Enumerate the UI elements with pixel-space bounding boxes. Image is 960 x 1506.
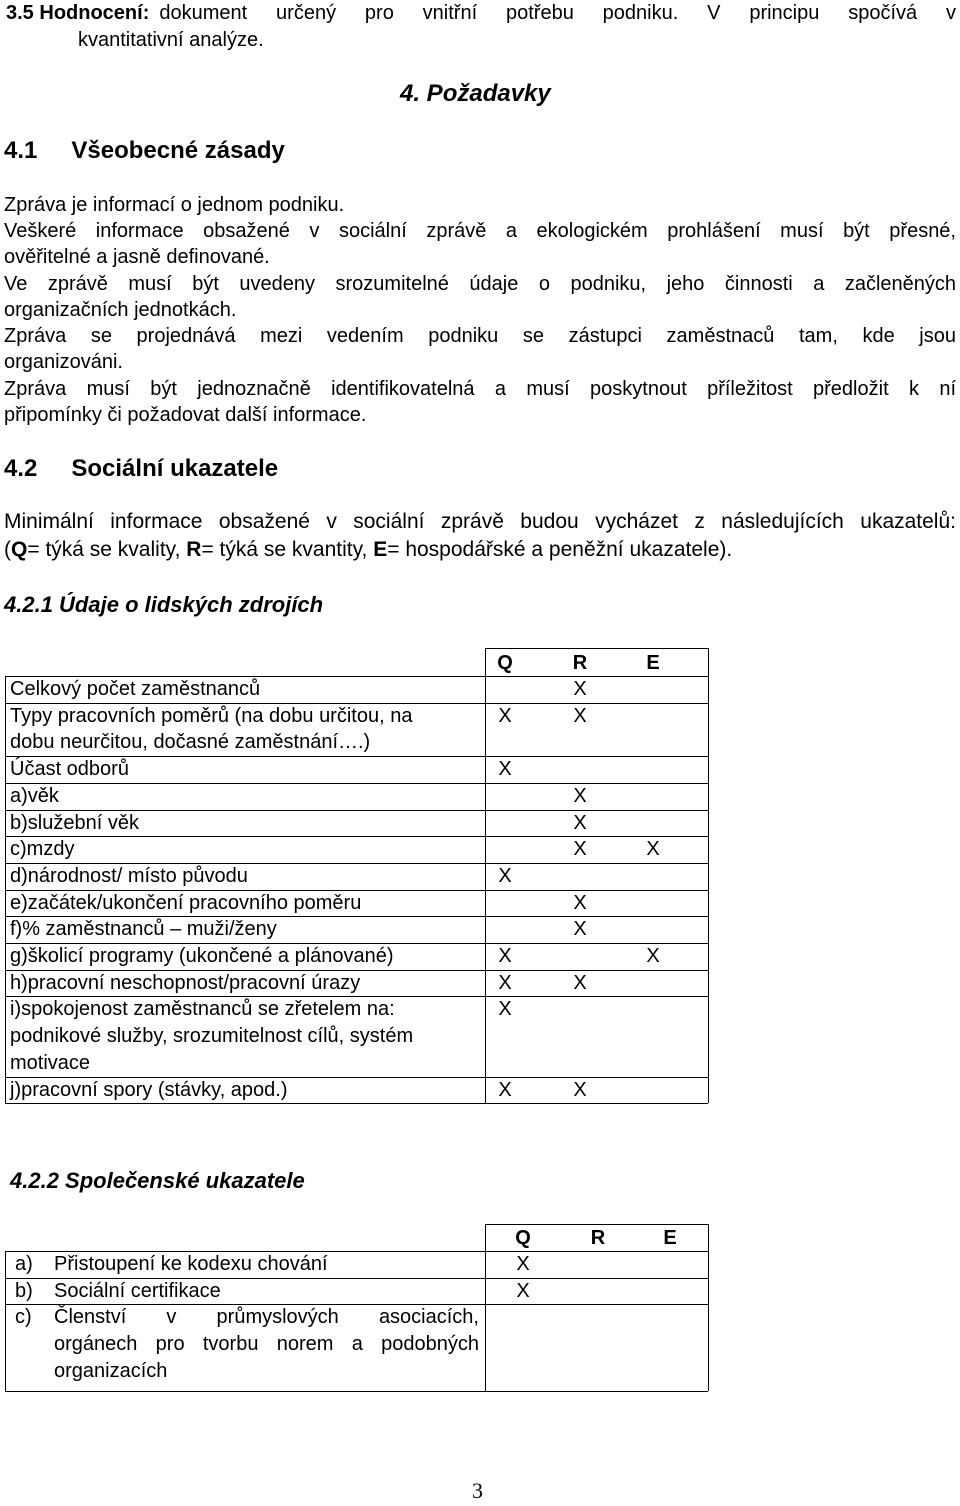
table-border (5, 836, 708, 837)
mark-r: X (573, 971, 587, 994)
table-border (708, 648, 709, 1103)
section-4-heading: 4. Požadavky (400, 80, 551, 107)
paragraph-line: Veškeré informace obsažené v sociální zprávě a ekologickém prohlášení musí být přesné, (4, 220, 956, 242)
row-letter: c) (15, 1306, 32, 1329)
paragraph-line: Ve zprávě musí být uvedeny srozumitelné údaje o podniku, jeho činnosti a začleněných (4, 273, 956, 295)
paragraph-line: ověřitelné a jasně definované. (4, 246, 270, 268)
row-label: Typy pracovních poměrů (na dobu určitou, na (10, 704, 413, 727)
table-border (5, 1103, 708, 1104)
row-label: motivace (10, 1051, 91, 1074)
mark-q: X (498, 998, 512, 1021)
row-label: Přistoupení ke kodexu chování (54, 1253, 328, 1275)
table-border (5, 890, 708, 891)
section-4-2-2-heading: 4.2.2 Společenské ukazatele (10, 1168, 305, 1193)
table-border (485, 1224, 708, 1225)
section-4-2-title: Sociální ukazatele (71, 455, 279, 482)
mark-r: X (573, 891, 587, 914)
section-4-1-title: Všeobecné zásady (71, 137, 285, 164)
table-border (485, 648, 708, 649)
table-border (5, 783, 708, 784)
column-header-q: Q (497, 652, 513, 674)
table-border (5, 676, 708, 677)
mark-q: X (498, 864, 512, 887)
row-label: h)pracovní neschopnost/pracovní úrazy (10, 971, 361, 994)
column-header-q: Q (515, 1227, 531, 1249)
column-header-r: R (590, 1227, 606, 1249)
mark-e: X (646, 945, 660, 967)
section-3-5-line2: kvantitativní analýze. (78, 29, 264, 51)
indicators-intro-line2: (Q= týká se kvality, R= týká se kvantity, E= hospodářské a peněžní ukazatele). (4, 538, 733, 561)
row-label: Celkový počet zaměstnanců (10, 678, 261, 700)
section-3-5-line1 (6, 0, 956, 26)
row-label: dobu neurčitou, dočasné zaměstnání….) (10, 731, 371, 754)
table-border (5, 1077, 708, 1078)
table-border (5, 1251, 708, 1252)
table-border (5, 970, 708, 971)
mark-q: X (498, 1078, 512, 1101)
indicators-intro-line1: Minimální informace obsažené v sociální zprávě budou vycházet z následujících ukazatelů: (4, 510, 956, 533)
mark-r: X (573, 704, 587, 727)
legend-e: E (373, 538, 388, 561)
section-4-1-heading (4, 137, 285, 165)
table-border (5, 1251, 6, 1391)
row-label: Účast odborů (10, 758, 129, 781)
mark-r: X (573, 784, 587, 807)
table-border (5, 1304, 708, 1305)
row-label: f)% zaměstnanců – muži/ženy (10, 918, 277, 941)
row-letter: b) (15, 1279, 33, 1302)
mark-e: X (646, 838, 660, 861)
column-header-e: E (646, 652, 660, 674)
row-label: i)spokojenost zaměstnanců se zřetelem na: (10, 998, 395, 1021)
table-border (5, 1278, 708, 1279)
row-letter: a) (15, 1253, 33, 1275)
section-3-5-title: Hodnocení: (39, 2, 150, 24)
row-label: a)věk (10, 784, 59, 807)
row-label: Členství v průmyslových asociacích, (54, 1306, 479, 1329)
legend-q: Q (11, 538, 28, 561)
table-border (5, 756, 708, 757)
row-label: j)pracovní spory (stávky, apod.) (10, 1078, 288, 1101)
mark-q: X (498, 758, 512, 781)
paragraph-line: Zpráva musí být jednoznačně identifikovatelná a musí poskytnout příležitost předložit k ní (4, 378, 956, 400)
section-3-5-text: dokument určený pro vnitřní potřebu podniku. V principu spočívá v (159, 2, 956, 24)
paragraph-line: Zpráva je informací o jednom podniku. (4, 194, 345, 216)
table-border (5, 916, 708, 917)
table-border (5, 1391, 708, 1392)
mark-q: X (498, 704, 512, 727)
row-label: d)národnost/ místo původu (10, 864, 248, 887)
mark-r: X (573, 1078, 587, 1101)
section-3-5-number: 3.5 (6, 2, 34, 24)
section-4-2-1-heading: 4.2.1 Údaje o lidských zdrojích (4, 592, 324, 617)
section-4-2-heading (4, 455, 278, 483)
mark-q: X (498, 971, 512, 994)
table-border (5, 943, 708, 944)
mark-q: X (516, 1279, 530, 1302)
table-border (5, 676, 6, 1103)
row-label: e)začátek/ukončení pracovního poměru (10, 891, 362, 914)
mark-r: X (573, 811, 587, 834)
paragraph-line: připomínky či požadovat další informace. (4, 404, 367, 426)
section-4-2-number: 4.2 (4, 455, 38, 482)
table-border (5, 996, 708, 997)
table-border (485, 648, 486, 1103)
page-number: 3 (472, 1478, 483, 1503)
row-label: organizacích (54, 1359, 168, 1382)
table-border (485, 1224, 486, 1391)
column-header-e: E (663, 1227, 677, 1249)
paragraph-line: organizováni. (4, 351, 123, 373)
legend-r: R (186, 538, 202, 561)
row-label: b)služební věk (10, 811, 139, 834)
table-border (5, 810, 708, 811)
row-label: orgánech pro tvorbu norem a podobných (54, 1333, 479, 1356)
column-header-r: R (572, 652, 588, 674)
row-label: Sociální certifikace (54, 1279, 221, 1302)
row-label: g)školicí programy (ukončené a plánované) (10, 945, 394, 967)
mark-r: X (573, 838, 587, 861)
row-label: c)mzdy (10, 838, 75, 861)
paragraph-line: Zpráva se projednává mezi vedením podniku se zástupci zaměstnaců tam, kde jsou (4, 325, 956, 347)
mark-r: X (573, 918, 587, 941)
paragraph-line: organizačních jednotkách. (4, 299, 237, 321)
mark-r: X (573, 678, 587, 700)
row-label: podnikové služby, srozumitelnost cílů, systém (10, 1025, 414, 1048)
table-border (5, 703, 708, 704)
section-4-1-number: 4.1 (4, 137, 38, 164)
table-border (5, 863, 708, 864)
mark-q: X (516, 1253, 530, 1275)
table-border (708, 1224, 709, 1391)
mark-q: X (498, 945, 512, 967)
